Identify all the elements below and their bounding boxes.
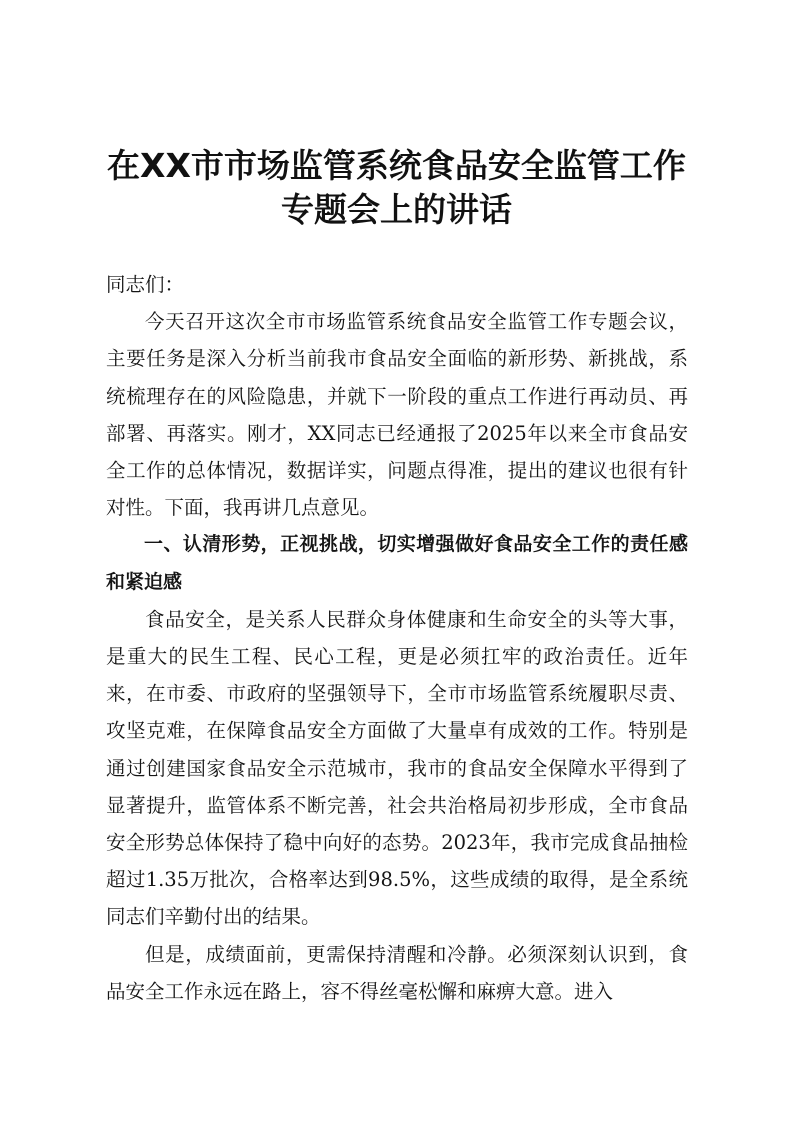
greeting: 同志们： [106,273,185,296]
document-body [106,266,688,1010]
document-title: 在XX市市场监管系统食品安全监管工作专题会上的讲话 [107,146,686,229]
paragraph-challenges: 但是，成绩面前，更需保持清醒和冷静。必须深刻认识到，食品安全工作永远在路上，容不得丝毫松懈和麻痹大意。进入 [106,942,688,1003]
paragraph-situation: 食品安全，是关系人民群众身体健康和生命安全的头等大事，是重大的民生工程、民心工程，更是必须扛牢的政治责任。近年来，在市委、市政府的坚强领导下，全市市场监管系统履职尽责、攻坚克难，在保障食品安全方面做了大量卓有成效的工作。特别是通过创建国家食品安全示范城市，我市的食品安全保障水平得到了显著提升，监管体系不断完善，社会共治格局初步形成，全市食品安全形势总体保持了稳中向好的态势。2023年，我市完成食品抽检超过1.35万批次，合格率达到98.5%，这些成绩的取得，是全系统同志们辛勤付出的结果。 [106,607,688,929]
section-heading-1: 一、认清形势，正视挑战，切实增强做好食品安全工作的责任感和紧迫感 [106,533,688,593]
paragraph-intro: 今天召开这次全市市场监管系统食品安全监管工作专题会议，主要任务是深入分析当前我市食品安全面临的新形势、新挑战，系统梳理存在的风险隐患，并就下一阶段的重点工作进行再动员、再部署、再落实。刚才，XX同志已经通报了2025年以来全市食品安全工作的总体情况，数据详实，问题点得准，提出的建议也很有针对性。下面，我再讲几点意见。 [106,310,688,520]
